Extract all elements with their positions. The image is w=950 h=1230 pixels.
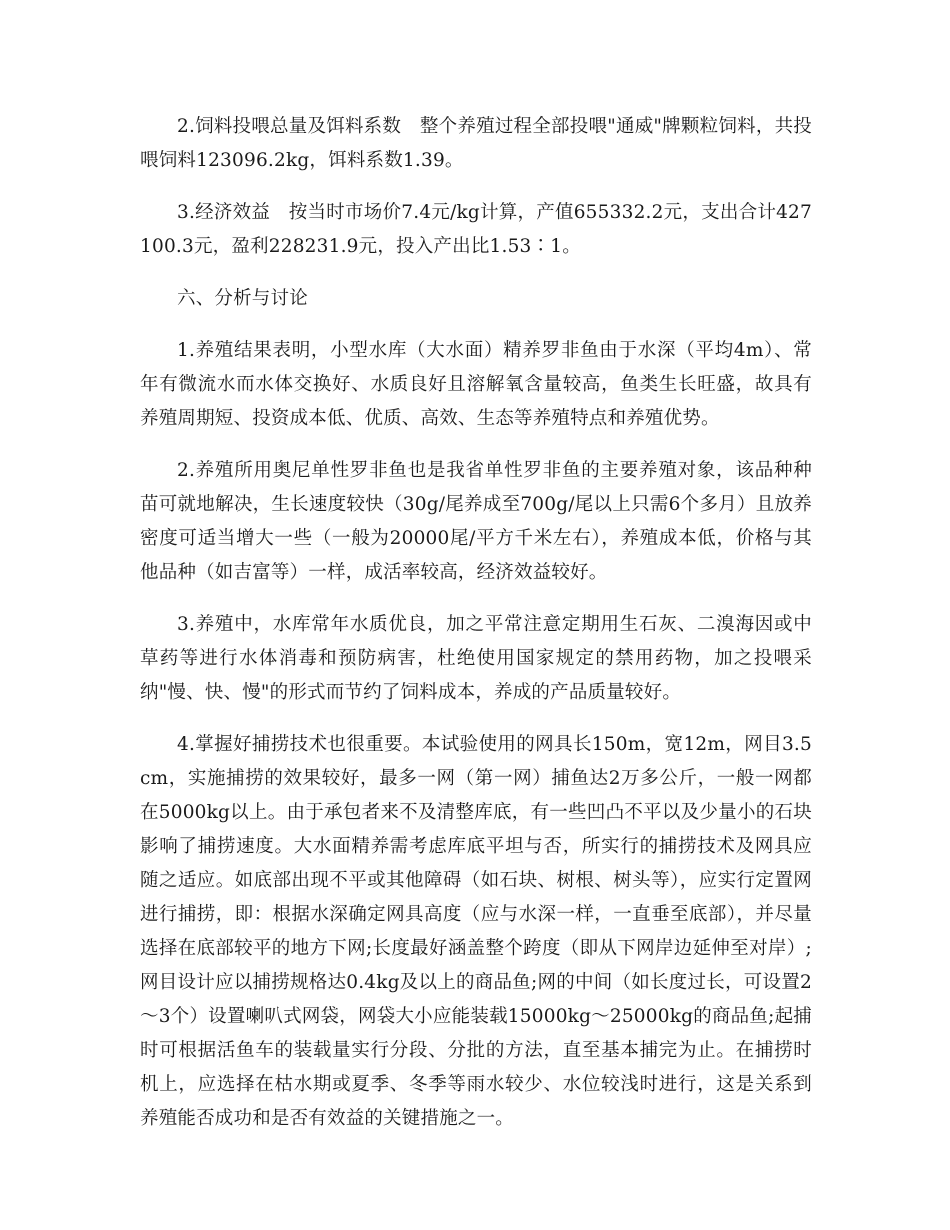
document-body — [140, 110, 812, 1154]
section-heading-analysis: 六、分析与讨论 — [177, 288, 308, 309]
paragraph-economic-benefit: 3.经济效益 按当时市场价7.4元/kg计算，产值655332.2元，支出合计427100.3元，盈利228231.9元，投入产出比1.53∶1。 — [140, 202, 812, 257]
paragraph-analysis-4: 4.掌握好捕捞技术也很重要。本试验使用的网具长150m，宽12m，网目3.5cm，实施捕捞的效果较好，最多一网（第一网）捕鱼达2万多公斤，一般一网都在5000kg以上。由于承包者来不及清整库底，有一些凹凸不平以及少量小的石块影响了捕捞速度。大水面精养需考虑库底平坦与否，所实行的捕捞技术及网具应随之适应。如底部出现不平或其他障碍（如石块、树根、树头等），应实行定置网进行捕捞，即：根据水深确定网具高度（应与水深一样，一直垂至底部），并尽量选择在底部较平的地方下网;长度最好涵盖整个跨度（即从下网岸边延伸至对岸）;网目设计应以捕捞规格达0.4kg及以上的商品鱼;网的中间（如长度过长，可设置2～3个）设置喇叭式网袋，网袋大小应能装载15000kg～25000kg的商品鱼;起捕时可根据活鱼车的装载量实行分段、分批的方法，直至基本捕完为止。在捕捞时机上，应选择在枯水期或夏季、冬季等雨水较少、水位较浅时进行，这是关系到养殖能否成功和是否有效益的关键措施之一。 — [140, 734, 812, 1129]
paragraph-analysis-2: 2.养殖所用奥尼单性罗非鱼也是我省单性罗非鱼的主要养殖对象，该品种种苗可就地解决，生长速度较快（30g/尾养成至700g/尾以上只需6个多月）且放养密度可适当增大一些（一般为20000尾/平方千米左右），养殖成本低，价格与其他品种（如吉富等）一样，成活率较高，经济效益较好。 — [140, 460, 812, 583]
paragraph-feed-total: 2.饲料投喂总量及饵料系数 整个养殖过程全部投喂"通威"牌颗粒饲料，共投喂饲料123096.2kg，饵料系数1.39。 — [140, 116, 812, 171]
paragraph-analysis-1: 1.养殖结果表明，小型水库（大水面）精养罗非鱼由于水深（平均4m）、常年有微流水而水体交换好、水质良好且溶解氧含量较高，鱼类生长旺盛，故具有养殖周期短、投资成本低、优质、高效、生态等养殖特点和养殖优势。 — [140, 340, 812, 429]
paragraph-analysis-3: 3.养殖中，水库常年水质优良，加之平常注意定期用生石灰、二溴海因或中草药等进行水体消毒和预防病害，杜绝使用国家规定的禁用药物，加之投喂采纳"慢、快、慢"的形式而节约了饲料成本，养成的产品质量较好。 — [140, 614, 812, 703]
